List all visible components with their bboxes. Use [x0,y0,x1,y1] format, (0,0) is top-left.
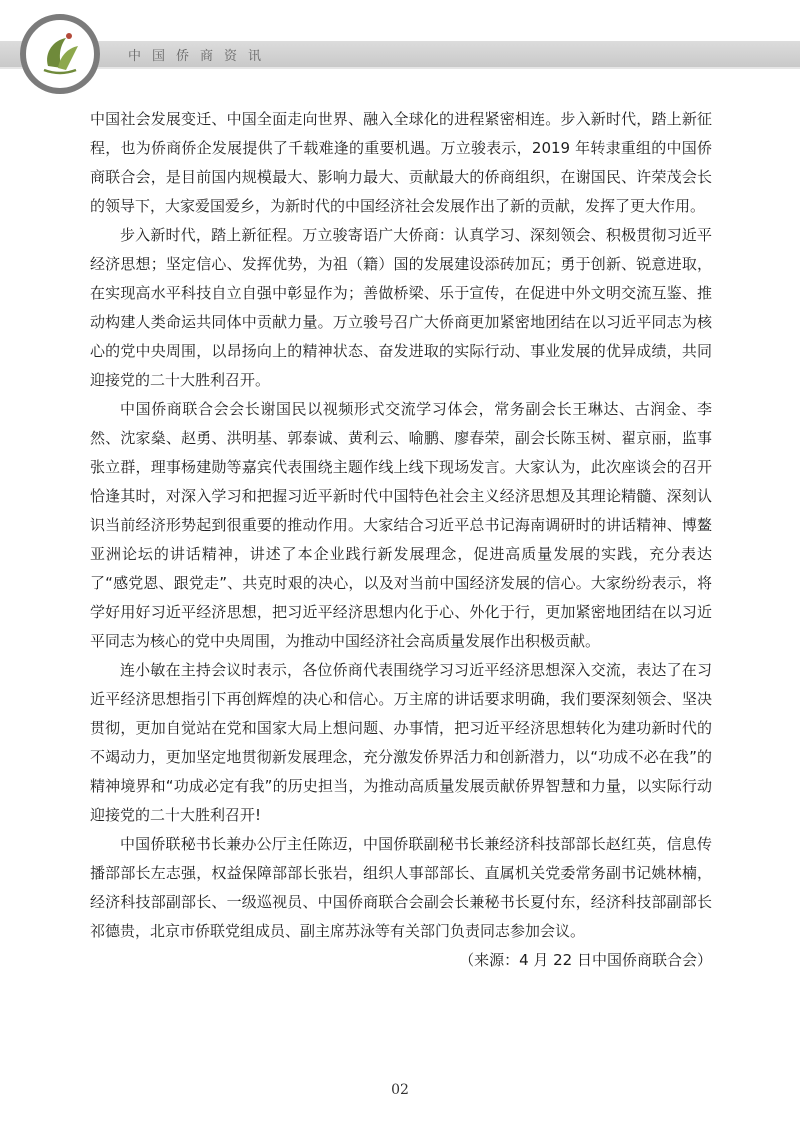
page-number: 02 [391,1082,409,1098]
paragraph-3: 中国侨商联合会会长谢国民以视频形式交流学习体会，常务副会长王琳达、古润金、李然、沈家燊、赵勇、洪明基、郭泰诚、黄利云、喻鹏、廖春荣，副会长陈玉树、翟京丽，监事张立群，理事杨建勋等嘉宾代表围绕主题作线上线下现场发言。大家认为，此次座谈会的召开恰逢其时，对深入学习和把握习近平新时代中国特色社会主义经济思想及其理论精髓、深刻认识当前经济形势起到很重要的推动作用。大家结合习近平总书记海南调研时的讲话精神、博鳌亚洲论坛的讲话精神，讲述了本企业践行新发展理念，促进高质量发展的实践，充分表达了“感党恩、跟党走”、共克时艰的决心，以及对当前中国经济发展的信心。大家纷纷表示，将学好用好习近平经济思想，把习近平经济思想内化于心、外化于行，更加紧密地团结在以习近平同志为核心的党中央周围，为推动中国经济社会高质量发展作出积极贡献。 [90,400,712,650]
article-body [90,105,712,975]
source-note: （来源：4 月 22 日中国侨商联合会） [459,951,712,969]
header-band [0,41,800,67]
paragraph-1: 中国社会发展变迁、中国全面走向世界、融入全球化的进程紧密相连。步入新时代，踏上新征程，也为侨商侨企发展提供了千载难逢的重要机遇。万立骏表示，2019 年转隶重组的中国侨商联合会，是目前国内规模最大、影响力最大、贡献最大的侨商组织，在谢国民、许荣茂会长的领导下，大家爱国爱乡，为新时代的中国经济社会发展作出了新的贡献，发挥了更大作用。 [90,110,712,215]
paragraph-2: 步入新时代，踏上新征程。万立骏寄语广大侨商：认真学习、深刻领会、积极贯彻习近平经济思想；坚定信心、发挥优势，为祖（籍）国的发展建设添砖加瓦；勇于创新、锐意进取，在实现高水平科技自立自强中彰显作为；善做桥梁、乐于宣传，在促进中外文明交流互鉴、推动构建人类命运共同体中贡献力量。万立骏号召广大侨商更加紧密地团结在以习近平同志为核心的党中央周围，以昂扬向上的精神状态、奋发进取的实际行动、事业发展的优异成绩，共同迎接党的二十大胜利召开。 [90,226,712,389]
logo-icon [18,12,102,96]
paragraph-5: 中国侨联秘书长兼办公厅主任陈迈，中国侨联副秘书长兼经济科技部部长赵红英，信息传播部部长左志强，权益保障部部长张岩，组织人事部部长、直属机关党委常务副书记姚林楠，经济科技部副部长、一级巡视员、中国侨商联合会副会长兼秘书长夏付东，经济科技部副部长祁德贵，北京市侨联党组成员、副主席苏泳等有关部门负责同志参加会议。 [90,835,712,940]
header-title: 中国侨商资讯 [128,49,273,64]
paragraph-4: 连小敏在主持会议时表示，各位侨商代表围绕学习习近平经济思想深入交流，表达了在习近平经济思想指引下再创辉煌的决心和信心。万主席的讲话要求明确，我们要深刻领会、坚决贯彻，更加自觉站在党和国家大局上想问题、办事情，把习近平经济思想转化为建功新时代的不竭动力，更加坚定地贯彻新发展理念，充分激发侨界活力和创新潜力，以“功成不必在我”的精神境界和“功成必定有我”的历史担当，为推动高质量发展贡献侨界智慧和力量，以实际行动迎接党的二十大胜利召开! [90,661,712,824]
logo [18,12,102,96]
